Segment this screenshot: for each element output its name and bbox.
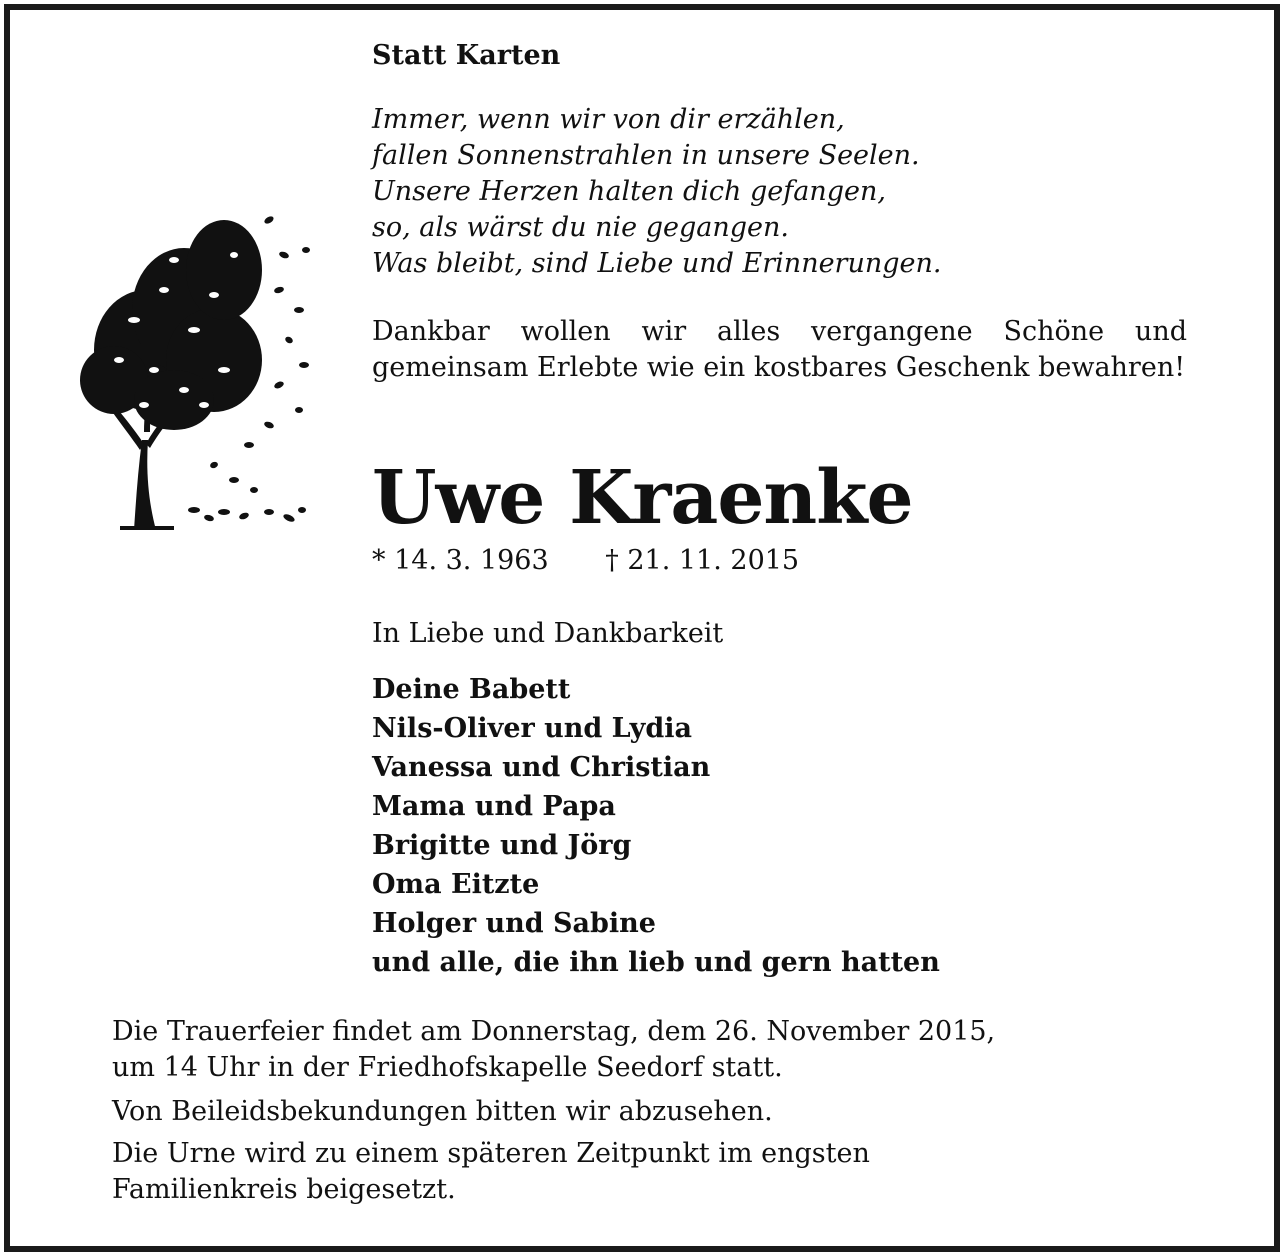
mourner-entry: Deine Babett [372,674,571,705]
poem-line: so, als wärst du nie gegangen. [372,212,789,243]
gratitude-paragraph: Dankbar wollen wir alles vergangene Schöne und gemeinsam Erlebte wie ein kostbares Geschenk bewahren! [372,316,1187,383]
dedication-line: In Liebe und Dankbarkeit [372,618,724,649]
ceremony-line: Die Trauerfeier findet am Donnerstag, dem 26. November 2015, [112,1016,996,1047]
mourner-entry: Oma Eitzte [372,869,540,900]
deceased-name: Uwe Kraenke [372,455,913,541]
statt-karten-heading: Statt Karten [372,40,561,71]
mourners-list [372,670,1187,982]
birth-date: * 14. 3. 1963 [372,545,549,576]
ceremony-line: um 14 Uhr in der Friedhofskapelle Seedorf statt. [112,1052,783,1083]
urn-line: Die Urne wird zu einem späteren Zeitpunkt im engsten [112,1138,870,1169]
mourner-entry: Vanessa und Christian [372,752,711,783]
condolences-note [112,1094,1192,1130]
death-date: † 21. 11. 2015 [605,545,800,576]
mourner-entry: Holger und Sabine [372,908,656,939]
poem [372,102,1187,282]
ceremony-info [112,1014,1192,1086]
poem-line: Immer, wenn wir von dir erzählen, [372,104,845,135]
mourner-entry: Mama und Papa [372,791,616,822]
life-dates [372,545,1187,576]
urn-line: Familienkreis beigesetzt. [112,1174,456,1205]
urn-note [112,1136,1192,1208]
poem-line: Unsere Herzen halten dich gefangen, [372,176,886,207]
poem-line: Was bleibt, sind Liebe und Erinnerungen. [372,248,942,279]
mourner-entry: Nils-Oliver und Lydia [372,713,693,744]
poem-line: fallen Sonnenstrahlen in unsere Seelen. [372,140,920,171]
mourner-entry: Brigitte und Jörg [372,830,632,861]
mourner-entry: und alle, die ihn lieb und gern hatten [372,947,940,978]
condolences-line: Von Beileidsbekundungen bitten wir abzusehen. [112,1096,773,1127]
tree-with-falling-leaves-icon [74,200,324,530]
